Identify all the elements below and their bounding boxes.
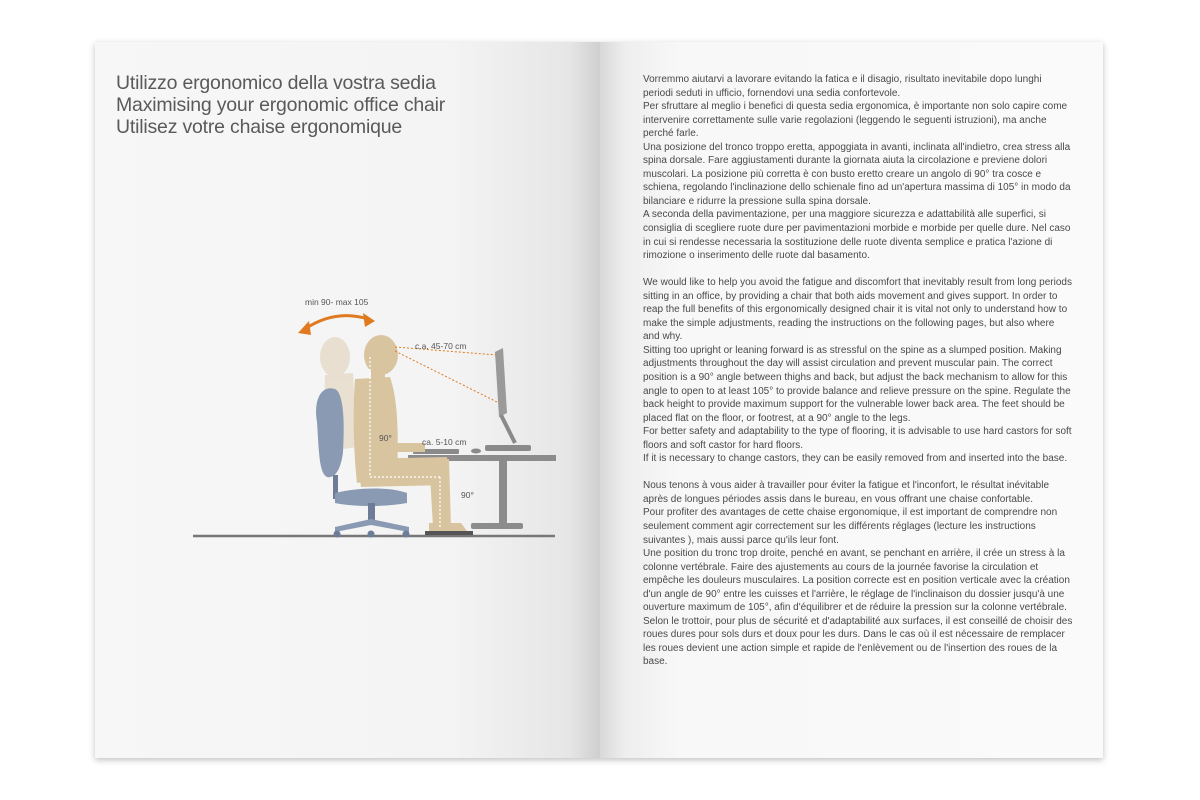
french-paragraph: Selon le trottoir, pour plus de sécurité et d'adaptabilité aux surfaces, il est conseillé de choisir des roues dures pour sols durs et doux pour les durs. Dans le cas où il est nécessaire de remplacer les roues devient une action simple et rapide de l'enlèvement ou de l'insertion des roues de la base. [643,615,1073,668]
ergonomic-posture-illustration [185,247,565,547]
italian-paragraph: Per sfruttare al meglio i benefici di questa sedia ergonomica, è importante non solo capire come intervenire correttamente sulle varie regolazioni (leggendo le seguenti istruzioni), ma anche perché farle. [643,101,1068,140]
monitor-arm [501,415,515,443]
desk-gap-label: ca. 5-10 cm [422,437,467,447]
title-line-english: Maximising your ergonomic office chair [116,94,446,116]
figure-foot [429,523,467,531]
recline-range-label: min 90- max 105 [305,297,369,307]
french-paragraph: Une position du tronc trop droite, penché en avant, se penchant en arrière, il crée un stress à la colonne vertébrale. Faire des ajustements au cours de la journée favorise la circulation et empêche les douleurs musculaires. La position correcte est en position verticale avec la création d'un angle de 90° entre les cuisses et l'arrière, le réglage de l'inclinaison du dossier jusqu'à une ouverture maximum de 105°, afin d'équilibrer et de réduire la pression sur la colonne vertébrale. [643,548,1070,614]
english-paragraph: Sitting too upright or leaning forward is as stressful on the spine as a slumped position. Making adjustments throughout the day will assist circulation and prevent muscular pain. The correct position is a 90° angle between thighs and back, but adjust the back mechanism to allow for this angle to open to at least 105° to provide balance and relieve pressure on the spine. Regulate the back height to provide maximum support for the vulnerable lower back area. The feet should be placed flat on the floor, or footrest, at a 90° angle to the legs. [643,344,1071,424]
french-paragraph: Pour profiter des avantages de cette chaise ergonomique, il est important de comprendre non seulement comment agir correctement sur les différents réglages (lecture les instructions suivantes ), mais aussi parce qu'ils leur font. [643,507,1058,546]
recline-arrowhead-right [363,313,375,327]
italian-paragraph: Una posizione del tronco troppo eretta, appoggiata in avanti, inclinata all'indietro, crea stress alla spina dorsale. Fare aggiustamenti durante la giornata aiuta la circolazione e previene dolori muscolari. La posizione più corretta è con busto eretto creare un angolo di 90° tra cosce e schiena, regolando l'inclinazione dello schienale fino ad un'apertura massima di 105° in modo da bilanciare e ridurre la pressione sulla spina dorsale. [643,141,1071,207]
italian-paragraph: A seconda della pavimentazione, per una maggiore sicurezza e adattabilità alle superfici, si consiglia di scegliere ruote dure per pavimentazioni morbide e morbide per quelle dure. Nel caso in cui si rendesse necessaria la sostituzione delle ruote diventa semplice e pratica l'azione di rimozione o inserimento delle ruote dal basamento. [643,209,1071,262]
footrest [425,531,473,535]
italian-paragraph: Vorremmo aiutarvi a lavorare evitando la fatica e il disagio, risultato inevitabile dopo lunghi periodi seduti in ufficio, fornendovi una sedia confortevole. [643,74,1042,99]
title-line-italian: Utilizzo ergonomico della vostra sedia [116,72,436,94]
monitor-screen [495,348,507,417]
english-paragraph: If it is necessary to change castors, they can be easily removed from and inserted into the base. [643,453,1068,465]
title-line-french: Utilisez votre chaise ergonomique [116,116,403,138]
eye-distance-label: c.a. 45-70 cm [415,341,467,351]
french-paragraph: Nous tenons à vous aider à travailler pour éviter la fatigue et l'inconfort, le résultat inévitable après de longues périodes assis dans le bureau, en vous offrant une chaise confortable. [643,480,1050,505]
mouse [471,449,481,454]
section-gap [643,263,1073,277]
chair-base [335,519,409,532]
right-page [600,42,1103,758]
knee-angle-label: 90° [461,490,474,500]
left-page [95,42,600,758]
monitor-base [485,445,531,451]
chair-backrest [316,388,344,477]
section-gap [643,466,1073,480]
recline-arrowhead-left [298,321,311,335]
english-paragraph: We would like to help you avoid the fatigue and discomfort that inevitably result from long periods sitting in an office, by providing a chair that both aids movement and gives support. In order to reap the full benefits of this ergonomically designed chair it is vital not only to understand how to make the simple adjustments, reading the instructions on the following pages, but also where and why. [643,277,1072,343]
body-text [643,73,1073,669]
figure-head [364,335,398,375]
castor-right [403,531,410,538]
desk-leg [499,461,507,523]
brochure-spread [95,42,1103,758]
hip-angle-label: 90° [379,433,392,443]
castor-mid [368,531,375,538]
sight-line-lower [395,351,497,402]
castor-left [334,531,341,538]
page-title [116,72,445,138]
english-paragraph: For better safety and adaptability to the type of flooring, it is advisable to use hard castors for soft floors and soft castor for hard floors. [643,426,1072,451]
recline-arrow-icon [305,316,368,329]
desk-foot [471,523,523,529]
